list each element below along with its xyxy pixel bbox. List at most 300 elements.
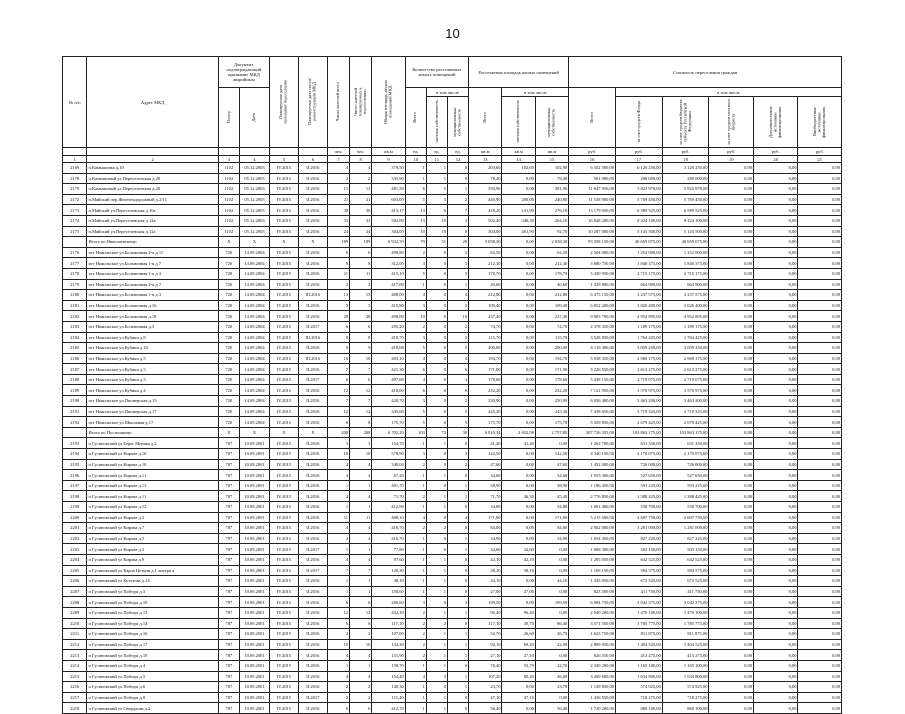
table-cell: 237,40 [535,311,568,322]
table-cell: 10.09.2001 [239,491,269,502]
table-cell: 12 [350,385,372,396]
table-cell: 4 [405,353,426,364]
table-cell: II.2016 [298,512,327,523]
table-cell: 379,50 [372,163,405,174]
table-cell: 1 [405,470,426,481]
table-cell: 1 [426,163,447,174]
table-cell: 78,40 [469,173,502,184]
table-cell: 412,90 [372,502,405,513]
table-cell: 10.09.2001 [239,554,269,565]
column-number-cell: 19 [709,156,754,163]
table-cell: 0,00 [753,597,798,608]
table-cell: 1 470 100,00 [615,607,662,618]
table-cell: 16 848 200,00 [569,215,616,226]
table-cell: 0,00 [798,629,842,640]
table-cell: 0,00 [502,300,535,311]
table-cell: 0,00 [709,184,754,195]
table-cell: 0,00 [753,671,798,682]
table-row [63,703,842,714]
table-cell: 6 [327,618,349,629]
table-cell: 3 [405,300,426,311]
table-cell: II.2016 [298,671,327,682]
table-cell: 14.09.2004 [239,353,269,364]
table-cell: 5 430 950,00 [569,268,616,279]
table-cell: 0,00 [798,533,842,544]
table-cell: 827 225,00 [662,533,709,544]
table-cell: 1 252 000,00 [615,247,662,258]
table-cell: 0 [426,321,447,332]
table-cell: 787 [218,671,239,682]
table-cell: 0 [426,258,447,269]
table-cell: 05.12.2003 [239,205,269,216]
table-cell: 413 275,00 [615,650,662,661]
table-cell: 720 [218,311,239,322]
address-cell: пгт Никольское ул.Больничная д.16 [87,300,218,311]
table-cell: 11 [350,512,372,523]
table-cell: 0 [447,565,468,576]
table-cell: 131,90 [372,650,405,661]
table-cell: 0,00 [798,650,842,661]
table-cell: 2186 [63,353,87,364]
header-no: № п/п [63,57,87,148]
table-cell: 117,10 [372,618,405,629]
table-cell: 2193 [63,438,87,449]
table-cell: 415,80 [372,300,405,311]
table-cell: II.2017 [298,692,327,703]
table-cell: 10.09.2001 [239,671,269,682]
table-cell: 0,00 [709,639,754,650]
table-cell: 47,10 [502,692,535,703]
table-cell: 05.12.2003 [239,226,269,237]
table-cell: 0,00 [798,321,842,332]
table-cell: II.2016 [298,226,327,237]
table-cell: 2190 [63,396,87,407]
column-number-cell: 14 [502,156,535,163]
table-cell: 14.09.2004 [239,300,269,311]
table-cell: 1 [447,544,468,555]
table-cell: 140,30 [372,682,405,693]
table-cell: 0,00 [798,607,842,618]
table-cell: 0,00 [798,205,842,216]
table-cell: 0 [426,353,447,364]
table-cell: 0,00 [709,554,754,565]
table-cell: 2177 [63,258,87,269]
table-cell: 1 [350,586,372,597]
header-residents-count: Число жителей всего [327,57,349,148]
table-cell: 14.09.2004 [239,268,269,279]
table-cell: 1 [327,576,349,587]
address-cell: п Гусиновский ул Победы д.8 [87,692,218,703]
address-cell: п.Майский ул.Переселенская д.12а [87,226,218,237]
table-cell: 481,50 [372,184,405,195]
address-cell: п Гусиновский ул Кирова д.10 [87,449,218,460]
address-cell: п Гусиновский ул Кирова д.11 [87,491,218,502]
table-cell: 4 [327,671,349,682]
table-cell: 6 [350,618,372,629]
table-cell: 1 [426,692,447,703]
table-cell: 178,70 [535,268,568,279]
table-cell: 11 538 900,00 [569,194,616,205]
table-cell: 175,70 [469,417,502,428]
table-row [63,417,842,428]
table-cell: 2207 [63,586,87,597]
table-cell: 2 562 000,00 [569,523,616,534]
table-cell: 0 [426,449,447,460]
table-cell: 2 [327,279,349,290]
table-cell: II.2016 [298,396,327,407]
relocation-register-table [62,56,842,714]
table-cell: 1 [350,480,372,491]
table-row [63,215,842,226]
table-cell: 0,00 [753,692,798,703]
table-cell: 664 900,00 [615,279,662,290]
table-cell: 0,00 [753,618,798,629]
table-cell: 0,00 [798,586,842,597]
table-cell: 0,00 [798,502,842,513]
table-cell: II.2016 [298,639,327,650]
table-cell: 1 404 525,00 [662,639,709,650]
table-cell: 3 [405,396,426,407]
table-cell: 2 378 350,00 [569,321,616,332]
address-cell: п Гусиновский ул Кирова д.10 [87,459,218,470]
table-cell: 0,00 [753,332,798,343]
header-cost-local: за счет средств местного бюджета [709,97,754,148]
table-cell: 44,10 [469,576,502,587]
table-cell: 10 [327,353,349,364]
table-cell: 2176 [63,247,87,258]
table-cell: 0,00 [753,279,798,290]
table-cell: 1 186 450,00 [569,480,616,491]
header-doc-number: Номер [218,88,239,148]
table-cell: 13 [405,205,426,216]
table-cell: 22,70 [535,660,568,671]
table-cell: 107,20 [469,671,502,682]
table-cell: 0,00 [753,353,798,364]
table-cell: 30 [327,205,349,216]
table-cell: IV.2015 [269,226,298,237]
table-cell: 584 575,00 [662,565,709,576]
table-cell: IV.2015 [269,396,298,407]
table-cell: 9 [327,343,349,354]
table-cell: 1 [426,491,447,502]
table-cell: 0,00 [502,459,535,470]
table-cell: 1 285 050,00 [569,554,616,565]
table-cell: 14.09.2004 [239,374,269,385]
table-cell: 2 [405,650,426,661]
table-cell: II.2016 [298,417,327,428]
table-cell: 93 358 150,00 [569,237,616,248]
table-cell: 2185 [63,343,87,354]
table-cell: 41,40 [469,438,502,449]
table-cell: 3 [327,438,349,449]
table-cell: 860 100,00 [662,703,709,714]
table-cell: 0,00 [502,480,535,491]
table-cell: 2180 [63,290,87,301]
table-cell: 411 750,00 [662,586,709,597]
table-cell: 142,50 [469,449,502,460]
table-cell: 1 [405,163,426,174]
table-cell: 0,00 [502,321,535,332]
table-cell: IV.2015 [269,459,298,470]
table-cell: 1 720 200,00 [569,703,616,714]
table-cell: 1 [447,639,468,650]
table-cell: 96,40 [469,607,502,618]
table-cell: 5 [405,406,426,417]
table-cell: 2182 [63,311,87,322]
table-cell: 0,00 [798,343,842,354]
table-cell: 56,40 [535,703,568,714]
table-cell: 10.09.2001 [239,597,269,608]
table-cell: 0,00 [798,544,842,555]
table-cell: 827 225,00 [615,533,662,544]
table-cell: 2192 [63,417,87,428]
address-cell: Итого по Пустошкину: [87,427,218,438]
table-cell: 0 [447,703,468,714]
table-cell: 84,00 [469,523,502,534]
table-cell: 0,00 [798,470,842,481]
table-cell: IV.2015 [269,502,298,513]
table-cell: 0,00 [709,194,754,205]
table-cell: 0 [426,290,447,301]
table-cell: 194,70 [535,353,568,364]
table-cell: 276,10 [535,205,568,216]
column-number-cell: 8 [350,156,372,163]
table-cell: 34,60 [502,544,535,555]
table-cell: 5 143 500,00 [662,226,709,237]
table-cell: 1 169 150,00 [569,565,616,576]
table-cell: IV.2015 [269,279,298,290]
table-cell: 461,90 [502,226,535,237]
table-cell: 0,00 [798,290,842,301]
table-cell: II.2016 [298,480,327,491]
table-cell: 6 052 200,00 [569,300,616,311]
column-number-cell: 20 [753,156,798,163]
table-cell: 0,00 [709,682,754,693]
table-cell: 10 [327,639,349,650]
subtotal-row [63,237,842,248]
table-cell: 2211 [63,629,87,640]
header-area-municipal: муниципальная собственность [535,97,568,148]
table-cell: 0,00 [753,343,798,354]
unit-cell: руб. [709,148,754,156]
table-cell: 0,00 [753,523,798,534]
header-cost-regional: за счет средств бюджета субъекта Российской Федерации [662,97,709,148]
header-cost-group: Стоимость переселения граждан [569,57,842,88]
table-cell: 2 [405,607,426,618]
table-cell: 24 [327,226,349,237]
table-cell: 0,00 [798,163,842,174]
header-planned-demolition-date: Планируемая дата сноса/ реконструкции МКД [298,57,327,148]
table-cell: 1 [405,703,426,714]
table-cell: 419,08 [372,343,405,354]
table-cell: 34,60 [469,544,502,555]
table-cell: 578,90 [372,449,405,460]
address-cell: п Гусиновский ул Победы д.17 [87,639,218,650]
table-cell: 207 726 355,00 [569,427,616,438]
table-cell: 0,00 [709,311,754,322]
table-row [63,618,842,629]
table-cell: 10 [405,311,426,322]
table-cell: 6 702,29 [372,427,405,438]
table-cell: 0,00 [709,163,754,174]
table-cell: 0,00 [753,406,798,417]
table-cell: 4 340 150,00 [569,449,616,460]
table-cell: 10.09.2001 [239,629,269,640]
table-cell: II.2016 [298,597,327,608]
table-cell: 0 [447,554,468,565]
table-cell: 720 [218,268,239,279]
table-cell: 0 [447,586,468,597]
unit-cell [87,148,218,156]
table-cell: 2199 [63,502,87,513]
table-cell: 2 940 200,00 [569,607,616,618]
table-cell: 3 126 250,00 [662,163,709,174]
table-cell: 3 [350,438,372,449]
table-cell: 1 [405,533,426,544]
table-cell: 0,00 [709,290,754,301]
table-cell: 171,00 [535,364,568,375]
table-cell: 28 [447,237,468,248]
table-cell: 2178 [63,268,87,279]
table-cell: 1 436 550,00 [569,692,616,703]
table-cell: 178,60 [535,374,568,385]
table-cell: 0,00 [709,300,754,311]
table-cell: 1102 [218,194,239,205]
table-cell: 2 715 175,00 [615,268,662,279]
table-cell: 0,00 [502,682,535,693]
table-cell: X [298,237,327,248]
table-cell: II.2017 [298,565,327,576]
table-cell: 10.09.2001 [239,660,269,671]
table-cell: 6 [350,321,372,332]
table-cell: 33 [327,215,349,226]
table-cell: 3 [447,258,468,269]
table-cell: X [218,237,239,248]
table-cell: 0,00 [753,586,798,597]
table-cell: 0,00 [753,258,798,269]
table-cell: 720 [218,321,239,332]
table-cell: 0,00 [753,173,798,184]
table-cell: 0,00 [709,353,754,364]
table-cell: 2189 [63,385,87,396]
table-cell: II.2016 [298,215,327,226]
table-cell: 0,00 [502,576,535,587]
table-cell: 4 [327,523,349,534]
table-cell: 2 [426,618,447,629]
address-cell: пгт Никольское ул.Больничная 1-я д.3 [87,268,218,279]
table-cell: 10.09.2001 [239,692,269,703]
table-cell: 38,90 [469,480,502,491]
table-cell: II.2016 [298,364,327,375]
table-cell: 488,00 [372,290,405,301]
table-cell: 787 [218,639,239,650]
table-cell: 0,00 [709,438,754,449]
table-cell: 0 [447,502,468,513]
table-cell: 1 [327,502,349,513]
table-cell: 30,70 [502,618,535,629]
table-cell: 48,10 [372,576,405,587]
subtotal-row [63,427,842,438]
table-cell: II.2016 [298,184,327,195]
table-cell: 304,00 [469,226,502,237]
table-cell: II.2016 [298,438,327,449]
table-cell: 6 [350,703,372,714]
table-cell: 1 [405,660,426,671]
table-cell: 2174 [63,215,87,226]
table-cell: 13 [405,215,426,226]
table-cell: 440,90 [469,194,502,205]
table-cell: 14.09.2004 [239,364,269,375]
table-cell: 3 [447,215,468,226]
table-cell: 1 [426,438,447,449]
table-cell: 0,00 [535,438,568,449]
table-cell: 593 225,00 [662,480,709,491]
table-cell: 10 287 000,00 [569,226,616,237]
table-cell: 0 [426,512,447,523]
table-cell: 787 [218,682,239,693]
table-cell: 1 764 425,00 [615,332,662,343]
table-cell: 3 237 575,00 [615,290,662,301]
table-cell: 38,10 [469,565,502,576]
table-row [63,279,842,290]
table-cell: 0,00 [753,544,798,555]
table-cell: 0 [426,597,447,608]
column-number-cell: 9 [372,156,405,163]
table-cell: 415,17 [372,205,405,216]
table-cell: 4 [405,671,426,682]
table-cell: 503 150,00 [662,544,709,555]
table-cell: 0,00 [502,470,535,481]
table-cell: 0,00 [798,565,842,576]
table-cell: 46,30 [502,491,535,502]
table-cell: 0,00 [709,332,754,343]
table-row [63,163,842,174]
table-cell: 1 149 850,00 [569,682,616,693]
table-cell: 23,70 [535,682,568,693]
table-cell: 860 100,00 [615,703,662,714]
unit-cell [218,148,239,156]
table-cell: 787 [218,438,239,449]
table-cell: 0,00 [753,417,798,428]
table-cell: 2 [447,321,468,332]
table-cell: 1 [327,586,349,597]
table-cell: 0 [426,406,447,417]
unit-cell: кв.м [535,148,568,156]
table-cell: 74,70 [535,321,568,332]
table-cell: 42,10 [469,554,502,565]
column-number-cell: 17 [615,156,662,163]
table-cell: 2 038,30 [535,237,568,248]
table-cell: 0,00 [753,491,798,502]
table-cell: 0,00 [502,353,535,364]
table-cell: 240,80 [535,194,568,205]
table-cell: 1 [447,682,468,693]
table-cell: 14.09.2004 [239,385,269,396]
table-row [63,523,842,534]
table-cell: 2 [405,629,426,640]
table-cell: 208 [350,427,372,438]
table-cell: 4 [405,512,426,523]
table-cell: 67,20 [372,470,405,481]
table-cell: 30 [447,427,468,438]
table-cell: 80,20 [502,671,535,682]
table-cell: 0,00 [798,184,842,195]
table-cell: 158,70 [372,660,405,671]
table-cell: IV.2015 [269,205,298,216]
table-cell: 5 823 978,00 [662,184,709,195]
table-cell: 2212 [63,639,87,650]
table-cell: 0,00 [502,332,535,343]
